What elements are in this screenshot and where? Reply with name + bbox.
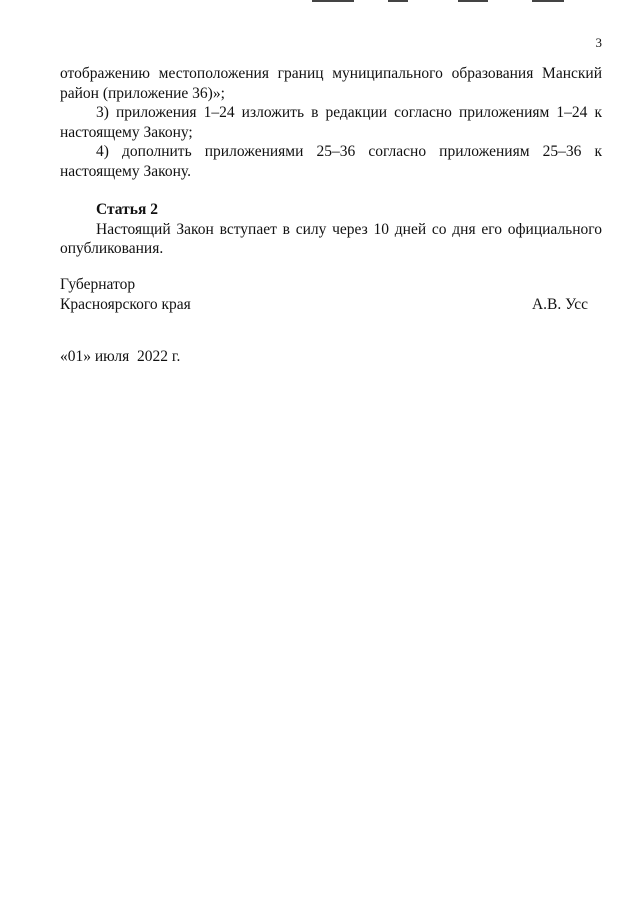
paragraph-continuation: отображению местоположения границ муниципального образования Манский район (приложение 36)»; [60, 65, 602, 102]
paragraph-item-3: 3) приложения 1–24 изложить в редакции согласно приложениям 1–24 к настоящему Закону; [60, 104, 602, 141]
signatory-title-line1: Губернатор [60, 276, 136, 293]
signature-block [60, 275, 588, 314]
document-body [60, 64, 602, 259]
paragraph-item-4: 4) дополнить приложениями 25–36 согласно приложениям 25–36 к настоящему Закону. [60, 143, 602, 180]
signatory-name: А.В. Усс [531, 295, 588, 313]
article-text: Настоящий Закон вступает в силу через 10 дней со дня его официального опубликования. [60, 220, 602, 257]
page-number: 3 [595, 35, 602, 50]
scan-artifact-marks [300, 0, 600, 4]
signatory-title-line2: Красноярского края [60, 295, 191, 313]
document-date: «01» июля 2022 г. [60, 348, 181, 365]
article-2 [60, 200, 602, 259]
article-heading: Статья 2 [96, 201, 158, 218]
